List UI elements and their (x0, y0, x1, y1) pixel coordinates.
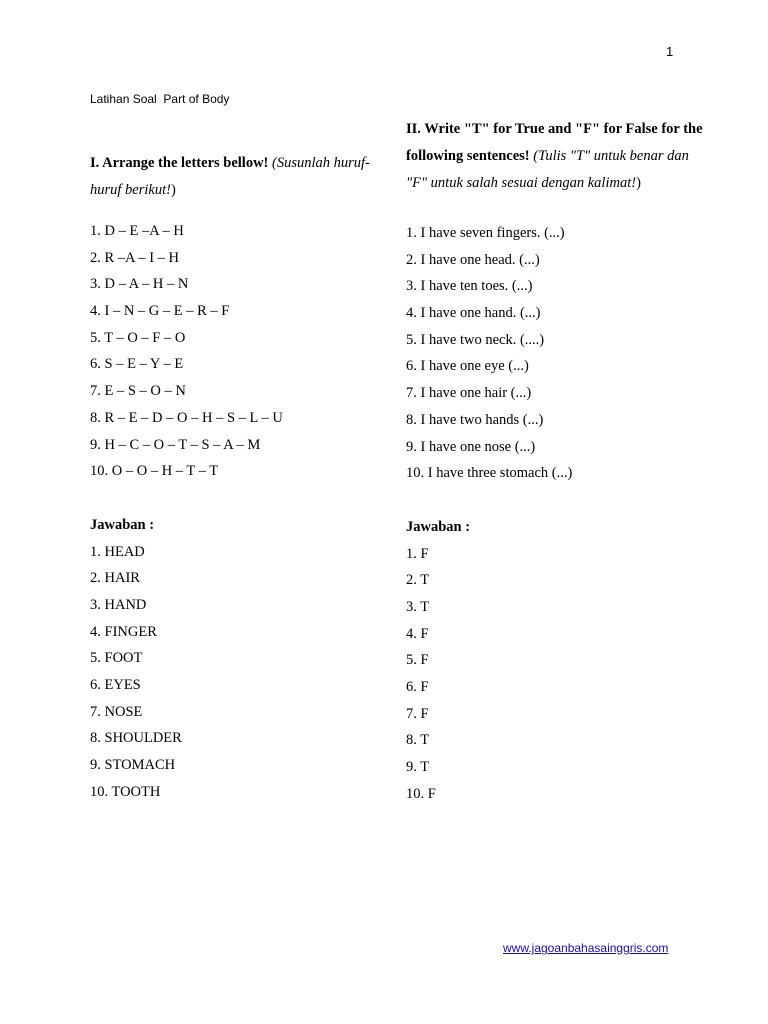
section2-question-list (406, 220, 706, 487)
list-item: 2. I have one head. (...) (406, 251, 540, 268)
section2-heading-close: ) (636, 175, 641, 191)
list-item: 10. TOOTH (90, 783, 161, 800)
list-item: 5. T – O – F – O (90, 329, 186, 346)
section2-answer-list (406, 541, 706, 808)
list-item: 9. STOMACH (90, 757, 176, 774)
list-item: 7. F (406, 705, 429, 722)
list-item: 3. D – A – H – N (90, 276, 189, 293)
section1-heading-italic: (Susunlah huruf-huruf berikut! (90, 155, 370, 198)
section1-heading-close: ) (170, 182, 176, 198)
list-item: 1. F (406, 545, 429, 562)
list-item: 2. HAIR (90, 570, 140, 587)
section2-answer-label: Jawaban : (406, 518, 471, 535)
list-item: 8. T (406, 732, 430, 749)
list-item: 5. FOOT (90, 650, 143, 667)
section1-question-list (90, 218, 390, 485)
section1-answer-list (90, 539, 390, 806)
list-item: 3. HAND (90, 596, 147, 613)
list-item: 6. EYES (90, 677, 141, 693)
list-item: 10. I have three stomach (...) (406, 465, 573, 482)
section2-heading-bold: II. Write "T" for True and "F" for False for the following sentences! (406, 121, 703, 164)
list-item: 10. O – O – H – T – T (90, 463, 219, 480)
list-item: 8. SHOULDER (90, 730, 182, 747)
list-item: 1. HEAD (90, 543, 145, 560)
list-item: 4. I – N – G – E – R – F (90, 303, 230, 320)
list-item: 8. R – E – D – O – H – S – L – U (90, 409, 283, 426)
document-title: Latihan Soal Part of Body (90, 92, 230, 106)
list-item: 5. F (406, 652, 429, 669)
section-true-false (406, 116, 706, 807)
list-item: 7. I have one hair (...) (406, 385, 532, 402)
section2-heading-italic: (Tulis "T" untuk benar dan "F" untuk salah sesuai dengan kalimat! (406, 148, 689, 191)
section1-answer-label: Jawaban : (90, 516, 155, 533)
list-item: 9. I have one nose (...) (406, 438, 536, 455)
list-item: 9. T (406, 759, 430, 776)
page-number: 1 (666, 44, 674, 59)
section1-heading (90, 150, 390, 204)
list-item: 1. D – E –A – H (90, 223, 184, 239)
list-item: 6. F (406, 679, 429, 695)
list-item: 1. I have seven fingers. (...) (406, 225, 565, 241)
section1-heading-bold: I. Arrange the letters bellow! (90, 155, 273, 171)
section2-heading (406, 116, 706, 197)
list-item: 4. F (406, 625, 429, 642)
list-item: 4. FINGER (90, 623, 157, 640)
list-item: 2. T (406, 572, 430, 589)
list-item: 6. I have one eye (...) (406, 358, 529, 375)
list-item: 9. H – C – O – T – S – A – M (90, 436, 261, 453)
list-item: 7. NOSE (90, 703, 143, 720)
list-item: 3. T (406, 598, 430, 615)
list-item: 7. E – S – O – N (90, 383, 186, 400)
list-item: 8. I have two hands (...) (406, 411, 544, 428)
list-item: 6. S – E – Y – E (90, 356, 184, 373)
list-item: 3. I have ten toes. (...) (406, 278, 533, 295)
section-arrange-letters (90, 150, 390, 805)
website-link[interactable]: www.jagoanbahasainggris.com (503, 941, 669, 955)
list-item: 4. I have one hand. (...) (406, 305, 541, 322)
list-item: 10. F (406, 785, 436, 802)
list-item: 5. I have two neck. (....) (406, 331, 545, 348)
list-item: 2. R –A – I – H (90, 249, 180, 266)
